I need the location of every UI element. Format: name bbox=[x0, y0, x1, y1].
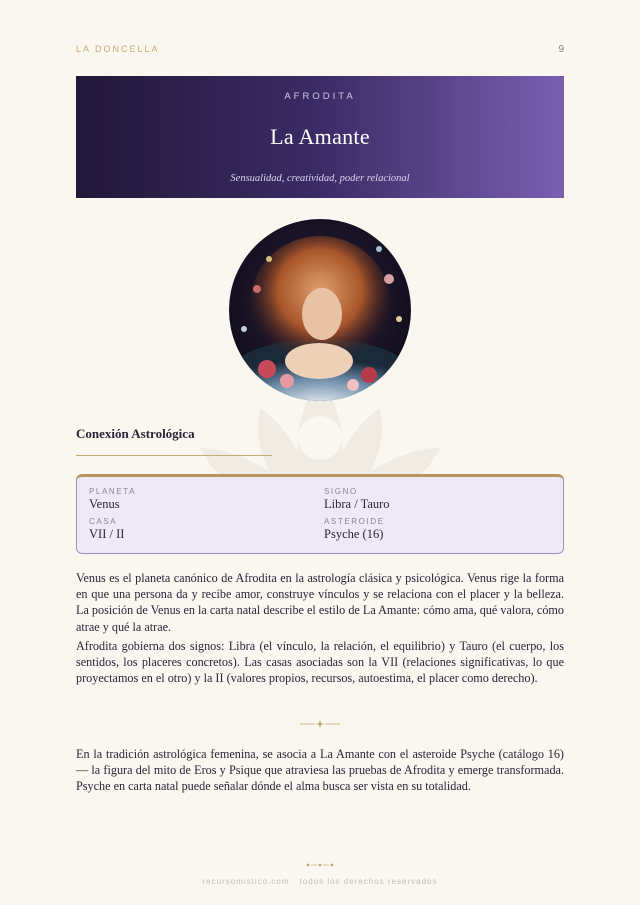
section-title: Conexión Astrológica bbox=[76, 426, 195, 441]
planeta-value: Venus bbox=[89, 497, 120, 511]
banner-title: La Amante bbox=[270, 124, 370, 149]
banner-kicker: AFRODITA bbox=[284, 91, 356, 102]
astro-info-card bbox=[76, 474, 564, 554]
banner-subtitle: Sensualidad, creatividad, poder relacional bbox=[230, 173, 410, 184]
signo-cell bbox=[324, 487, 390, 512]
body-paragraph: En la tradición astrológica femenina, se asocia a La Amante con el asteroide Psyche (catálogo 16) — la figura del mito de Eros y Psique que atraviesa las pruebas de Afrodita y emerge transformada. Psyche en carta natal puede señalar dónde el alma busca ser vista en su totalidad. bbox=[76, 747, 564, 794]
archetype-banner bbox=[76, 76, 564, 198]
footer-text: recursomistico.com · todos los derechos reservados bbox=[202, 877, 438, 886]
asteroide-cell bbox=[324, 517, 385, 542]
asteroide-value: Psyche (16) bbox=[324, 527, 384, 541]
signo-value: Libra / Tauro bbox=[324, 497, 390, 511]
planeta-cell bbox=[89, 487, 136, 512]
planeta-label: PLANETA bbox=[89, 487, 137, 496]
asteroide-label: ASTEROIDE bbox=[324, 517, 385, 526]
aphrodite-portrait bbox=[229, 219, 411, 401]
ornament-divider bbox=[290, 718, 350, 730]
body-paragraph: Afrodita gobierna dos signos: Libra (el vínculo, la relación, el equilibrio) y Tauro (el cuerpo, los sentidos, los placeres concretos). Las casas asociadas son la VII (relaciones significativas, lo que proyectamos en el otro) y la II (valores propios, recursos, autoestima, el placer como derecho). bbox=[76, 639, 564, 686]
section-divider bbox=[76, 455, 272, 456]
footer-ornament bbox=[290, 860, 350, 870]
casa-value: VII / II bbox=[89, 527, 125, 541]
running-title: LA DONCELLA bbox=[76, 44, 160, 54]
running-header bbox=[76, 44, 564, 55]
casa-cell bbox=[89, 517, 124, 542]
body-paragraph: Venus es el planeta canónico de Afrodita en la astrología clásica y psicológica. Venus rige la forma en que una persona da y recibe amor, construye vínculos y se relaciona con el placer y la belleza. La posición de Venus en la carta natal describe el estilo de La Amante: cómo ama, qué valora, cómo atrae y qué la atrae. bbox=[76, 571, 564, 634]
signo-label: SIGNO bbox=[324, 487, 358, 496]
page-number: 9 bbox=[558, 44, 564, 55]
casa-label: CASA bbox=[89, 517, 118, 526]
